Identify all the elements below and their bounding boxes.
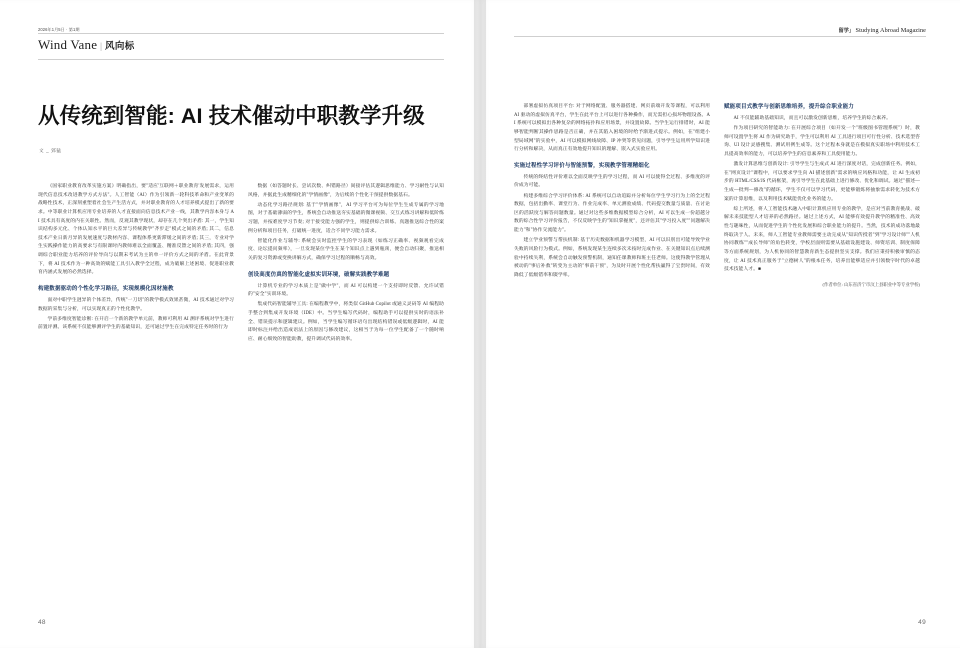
masthead-cn: 留学」 [838, 28, 855, 34]
left-column-2 [248, 183, 444, 583]
masthead-rule [514, 36, 926, 37]
right-page-content [514, 0, 926, 648]
left-page-columns [38, 183, 444, 583]
section-heading: 实施过程性学习评价与智能预警，实现教学管理精细化 [514, 162, 650, 169]
folio-left: 48 [38, 619, 46, 626]
header-rule-top [38, 33, 444, 34]
body-paragraph: 建立学业预警与帮扶机制: 基于历史数据和机器学习模型，AI 可以识别出可能导致学业失败的风险行为模式。例如，系统发现某生连续多次未按时完成作业、在关键知识点后续测验中持续失利，系统会自动触发预警机制，通知任课教师和班主任老师。这使得教学管理从被动的"事后补救"转变为主动的"事前干预"，为及时开展个性化帮扶赢得了宝贵时间，有效降低了低级错率和辍学率。 [514, 238, 710, 278]
body-paragraph: 面对中职学生迥异的个体差异，传统"一刀切"的教学模式效果甚微，AI 技术通过对学习数据的采集与分析，可以实现真正的个性化教学。 [38, 297, 234, 312]
section-brand-en: Wind Vane [38, 37, 98, 52]
masthead [838, 27, 926, 34]
body-paragraph: 作为项目研究的智能助力: 在开展综合项目（如开发一个"班级图书管理系统"）时，教师可设置学生将 AI 作为研究助手，学生可以利用 AI 工具进行项目可行性分析、技术选型咨询、UI 设计灵感搜集、测试用例生成等。这个过程本身就是在模拟真实职场中利用技术工具提高效率的能力，可以培养学生的信息素养和工具使用能力。 [724, 126, 920, 157]
body-paragraph: 智能化作业与辅导: 系统会实时监控学生的学习表现（如练习正确率、视频观看完成度、论坛提问频率），一旦发现某位学生在某个知识点上遇到瓶颈，便会自动归聚，推送相关的复习资源或变换讲解方式，确保学习过程的顺畅与高效。 [248, 238, 444, 262]
section-heading: 赋能项目式教学与创新思维培养，提升综合职业能力 [724, 104, 854, 110]
section-brand-cn: 风向标 [104, 42, 135, 52]
article-byline: 文 _ 郅猛 [39, 148, 62, 153]
section-heading: 创设高度仿真的智能化虚拟实训环境，破解实践教学难题 [248, 271, 390, 278]
body-paragraph: 激发计算思维与创新设计: 引导学生与生成式 AI 进行深度对话，完成创新任务。例如，在"网页设计"课程中，可以要求学生向 AI 描述创新"需求的响应风格和功能，让 AI 生成初步的 HTML/CSS/JS 代码框架，再引导学生在此基础上进行修改、优化和调试。通过"描述—生成—批判—修改"的循环，学生不仅可以学习代码，更能够锻炼将抽象需求转化为技术方案的计算思维，以及利用技术赋能优化业务的能力。 [724, 162, 920, 202]
body-paragraph: 集成代码智能辅导工具: 在编程教学中，将类似 GitHub Copilot 或通义灵码等 AI 编程助手整合到集成开发环境（IDE）中。当学生编写代码时，编程助手可以提供实时的语法补全、错误提示和逻辑建议。例如，当学生编写循环语句出现结构错误或低级逻辑时，AI 能即时标注并给出造成语法上的原因与修改建议，这相当于为每一位学生配备了一个随时响应、耐心细致的智能助教，提升调试代码的效率。 [248, 302, 444, 343]
body-paragraph: 构建多维综合学习评价体系: AI 系统可以自动追踪并分析每位学生学习行为上的全过程数据，包括出勤率、课堂行为、作业完成率、单元测验成绩、代码提交数量与质量、在讨论区的活跃度与解答问题数量。通过对这些多维数据模型综合分析，AI 可以生成一份超越分数的综合性学习评价报告，不仅反映学生的"知识掌握度"，还评估其"学习投入度""问题解决能力"和"协作交流能力"。 [514, 193, 710, 234]
author-attribution: (作者单位: 山东省济宁市汶上县职业中等专业学校) [822, 281, 920, 287]
body-paragraph: 部署虚拟仿真项目平台: 对于网络配置、服务器搭建、网页前端开发等课程，可以利用 AI 驱动的虚拟仿真平台，学生在此平台上可以进行各种操作，而无需担心损坏物理设备。AI 系统可以模拟出各种复杂的网络拓扑和应用场景，并设置故障。当学生运行排错时，AI 能够智能判断其操作思路是否正确，并在其陷入困境的时给予渐进式提示。例如，在"组建小型局域网"的实验中，AI 可以模拟网线故障、IP 冲突等常见问题，引导学生运用所学知识进行分析和解决，从而真正有效地提升知识的理解、嵌入式实验应用。 [514, 104, 710, 153]
left-page-content [38, 0, 444, 648]
header-rule-bottom [38, 59, 444, 60]
folio-right: 49 [918, 619, 926, 626]
body-paragraph: 动态化学习路径规划: 基于"学情画像"，AI 学习平台可为每位学生生成专属的学习地图，对于基础薄弱的学生，系统会自动推送夯实基础的微课视频、交互式练习讲解和低阶练习题，并按难度学习节奏; 对于接受能力强的学生，则提供综合训练、真题推送综合性的案例分析和项目任务，打破统一进度，适合不同学习能力需求。 [248, 202, 444, 234]
body-paragraph: 《国家职业教育改革实施方案》明确指出，要"适应'互联网＋职业教育'发展需求，运用现代信息技术改进教学方式方法"。人工智能（AI）作为引领新一轮科技革命和产业变革的战略性技术，正深刻重塑着社会生产生活方式，并对职业教育的人才培养模式提出了新的要求。中等职业计算机应用专业培养的人才直接面向信息技术产业一线，其教学内容本身与 AI 技术具有高度的内在关联性。然而，反观其教学现状，却存在几个突出矛盾: 其一，学生知识结构多元化、个体认知水平的巨大差异与传统教学"齐步走"模式之间的矛盾; 其二，信息技术产业日新月异的发展速度与教材内容、课程体系更新滞缓之间的矛盾; 其三，专业对学生实践操作能力的高要求与有限课时内教师难以全面覆盖、精准反馈之间的矛盾; 其四，强调综合职业能力培养的评价导向与以期末考试为主的单一评价方式之间的矛盾。在此背景下，将 AI 技术作为一种高效的赋能工具引入教学全过程，成为破解上述困境、促进职业教育内涵式发展的必然选择。 [38, 184, 234, 276]
body-paragraph: 传统的终结性评价难以全面反映学生的学习过程，而 AI 可以使得全过程、多维度的评价成为可能。 [514, 174, 710, 189]
body-paragraph: 数据（如答题时长、尝试次数、纠错路径）间接评估其逻辑思维能力、学习耐性与认知风格，并据此生成精细化的"学情画像"，为后续的个性化干预提供数据基石。 [248, 184, 444, 198]
masthead-en: Studying Abroad Magazine [855, 27, 926, 34]
issue-line: 2026年1月5日 · 第1期 [38, 27, 80, 32]
body-paragraph: AI 不仅能辅助基础知识，而且可以激发创新思维，培养学生的综合素养。 [733, 115, 892, 121]
section-brand [38, 37, 135, 53]
body-paragraph: 计算机专业的学习本质上是"做中学"，而 AI 可以构建一个支持即时反馈、允许试错的"安全"实训环境。 [248, 283, 444, 298]
body-paragraph: 综上所述，将人工智能技术融入中职计算机应用专业的教学，是应对当前教育挑战、破解未来技能型人才培养的必然路径。通过上述方式，AI 能够有效提升教学的精准性、高效性与趣味性，从而促进学生的个性化发展和综合职业能力的提升。当然，技术的成功落地最终取决于人。未来，师人工智能专业教师需要主动完成从"知识传授者"到"学习设计师""人机协同教练""成长导师"的角色转变，学校层面则需要从基础设施建设、师资培训、制度保障等方面系统规划，为人机协同的智慧教育新生态提供坚实支撑。我们应秉持积极审慎的态度，让 AI 技术真正服务于"立德树人"的根本任务，培养出能够适应并引领数字时代的卓越技术技能人才。■ [724, 206, 920, 273]
article-title: 从传统到智能: AI 技术催动中职教学升级 [38, 104, 425, 128]
body-paragraph: 学前多维度智能诊断: 在开启一个新的教学单元前，教师可利用 AI 测评系统对学生进行前置评测。该系统不仅能够测评学生的基础知识，还可通过学生在完成特定任务时的行为 [38, 316, 234, 331]
right-page-columns [514, 103, 926, 573]
right-column-1 [514, 103, 710, 573]
left-column-1 [38, 183, 234, 583]
section-heading: 构建数据驱动的个性化学习路径，实现规模化因材施教 [38, 286, 174, 293]
right-column-2 [724, 103, 920, 573]
section-brand-separator: | [100, 41, 102, 51]
right-page [480, 0, 960, 648]
